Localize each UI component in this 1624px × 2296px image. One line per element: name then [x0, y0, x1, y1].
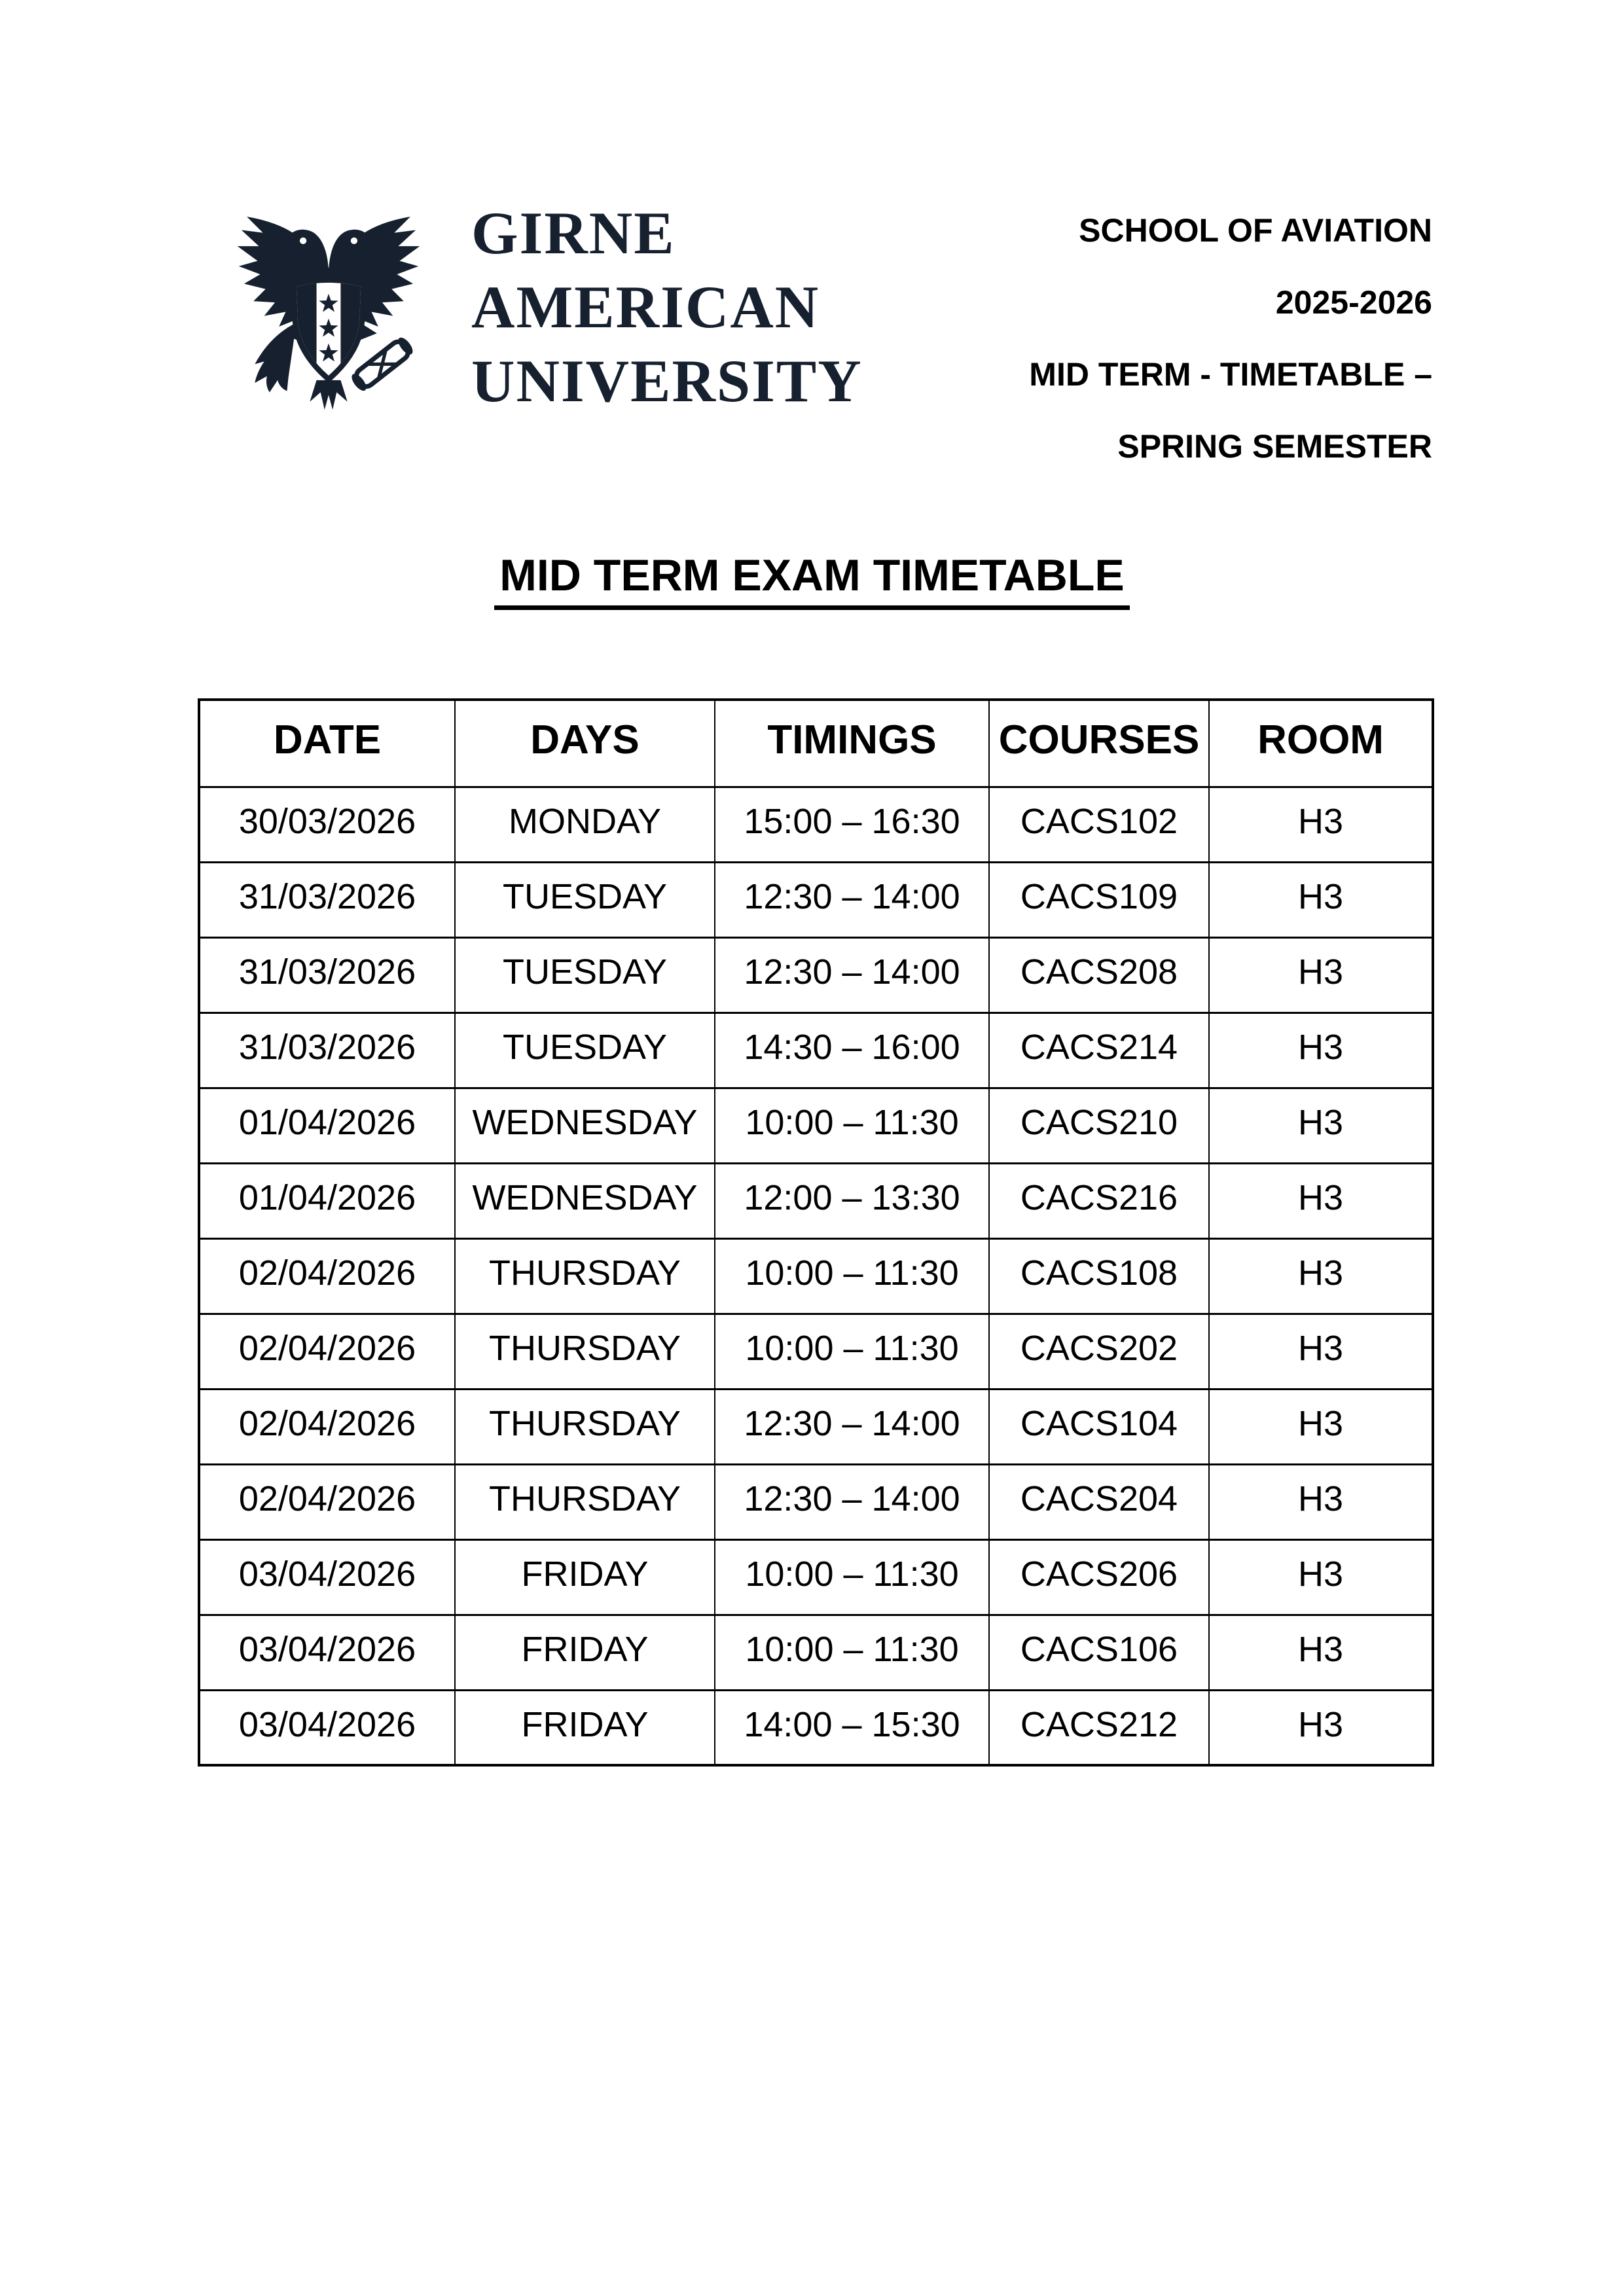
- table-row: [199, 1163, 1433, 1238]
- cell-room: H3: [1209, 1615, 1433, 1690]
- header-school-line: SCHOOL OF AVIATION: [1079, 212, 1432, 249]
- cell-day: FRIDAY: [455, 1615, 715, 1690]
- university-name-line: AMERICAN: [471, 274, 820, 340]
- cell-room: H3: [1209, 862, 1433, 937]
- header-semester-line: SPRING SEMESTER: [1117, 428, 1432, 465]
- header-term-line: MID TERM - TIMETABLE –: [1029, 356, 1432, 393]
- cell-date: 02/04/2026: [199, 1389, 455, 1464]
- university-name: [471, 196, 863, 418]
- cell-day: THURSDAY: [455, 1314, 715, 1389]
- cell-room: H3: [1209, 1314, 1433, 1389]
- cell-day: MONDAY: [455, 787, 715, 862]
- cell-date: 31/03/2026: [199, 862, 455, 937]
- cell-room: H3: [1209, 1389, 1433, 1464]
- cell-day: TUESDAY: [455, 862, 715, 937]
- table-row: [199, 1389, 1433, 1464]
- cell-course: CACS104: [989, 1389, 1209, 1464]
- cell-course: CACS214: [989, 1013, 1209, 1088]
- cell-course: CACS212: [989, 1690, 1209, 1765]
- cell-day: THURSDAY: [455, 1238, 715, 1314]
- cell-date: 02/04/2026: [199, 1238, 455, 1314]
- cell-timing: 12:30 – 14:00: [715, 1389, 989, 1464]
- cell-timing: 15:00 – 16:30: [715, 787, 989, 862]
- cell-room: H3: [1209, 1539, 1433, 1615]
- cell-timing: 12:30 – 14:00: [715, 862, 989, 937]
- cell-timing: 12:30 – 14:00: [715, 1464, 989, 1539]
- cell-course: CACS106: [989, 1615, 1209, 1690]
- table-row: [199, 1464, 1433, 1539]
- cell-day: THURSDAY: [455, 1389, 715, 1464]
- table-row: [199, 1314, 1433, 1389]
- cell-course: CACS109: [989, 862, 1209, 937]
- exam-timetable: [198, 698, 1434, 1767]
- cell-room: H3: [1209, 1163, 1433, 1238]
- cell-date: 03/04/2026: [199, 1539, 455, 1615]
- cell-day: WEDNESDAY: [455, 1088, 715, 1163]
- cell-course: CACS202: [989, 1314, 1209, 1389]
- cell-timing: 10:00 – 11:30: [715, 1539, 989, 1615]
- table-row: [199, 1615, 1433, 1690]
- table-row: [199, 862, 1433, 937]
- cell-timing: 10:00 – 11:30: [715, 1238, 989, 1314]
- cell-room: H3: [1209, 937, 1433, 1013]
- cell-timing: 12:00 – 13:30: [715, 1163, 989, 1238]
- cell-day: WEDNESDAY: [455, 1163, 715, 1238]
- column-header-days: DAYS: [455, 700, 715, 787]
- cell-day: TUESDAY: [455, 1013, 715, 1088]
- cell-course: CACS206: [989, 1539, 1209, 1615]
- cell-room: H3: [1209, 1238, 1433, 1314]
- document-header-info: [1029, 194, 1432, 482]
- cell-room: H3: [1209, 1464, 1433, 1539]
- column-header-courses: COURSES: [989, 700, 1209, 787]
- cell-room: H3: [1209, 1690, 1433, 1765]
- cell-date: 03/04/2026: [199, 1690, 455, 1765]
- cell-day: FRIDAY: [455, 1690, 715, 1765]
- cell-date: 03/04/2026: [199, 1615, 455, 1690]
- cell-timing: 14:00 – 15:30: [715, 1690, 989, 1765]
- cell-timing: 10:00 – 11:30: [715, 1314, 989, 1389]
- cell-date: 02/04/2026: [199, 1314, 455, 1389]
- cell-course: CACS210: [989, 1088, 1209, 1163]
- cell-course: CACS204: [989, 1464, 1209, 1539]
- table-header-row: [199, 700, 1433, 787]
- university-name-line: GIRNE: [471, 200, 676, 266]
- cell-timing: 12:30 – 14:00: [715, 937, 989, 1013]
- cell-date: 31/03/2026: [199, 1013, 455, 1088]
- cell-room: H3: [1209, 1088, 1433, 1163]
- cell-date: 02/04/2026: [199, 1464, 455, 1539]
- timetable-body: [199, 787, 1433, 1765]
- cell-course: CACS216: [989, 1163, 1209, 1238]
- cell-date: 01/04/2026: [199, 1088, 455, 1163]
- cell-course: CACS108: [989, 1238, 1209, 1314]
- cell-date: 01/04/2026: [199, 1163, 455, 1238]
- table-row: [199, 1013, 1433, 1088]
- cell-timing: 10:00 – 11:30: [715, 1615, 989, 1690]
- column-header-date: DATE: [199, 700, 455, 787]
- cell-day: FRIDAY: [455, 1539, 715, 1615]
- university-crest-logo: [221, 188, 436, 410]
- header-year-line: 2025-2026: [1275, 284, 1432, 321]
- table-row: [199, 1238, 1433, 1314]
- cell-day: TUESDAY: [455, 937, 715, 1013]
- cell-timing: 10:00 – 11:30: [715, 1088, 989, 1163]
- cell-course: CACS102: [989, 787, 1209, 862]
- column-header-timings: TIMINGS: [715, 700, 989, 787]
- table-row: [199, 937, 1433, 1013]
- table-row: [199, 787, 1433, 862]
- page-title: MID TERM EXAM TIMETABLE: [494, 553, 1129, 610]
- university-name-line: UNIVERSITY: [471, 348, 863, 414]
- title-container: [0, 550, 1624, 610]
- cell-room: H3: [1209, 787, 1433, 862]
- cell-timing: 14:30 – 16:00: [715, 1013, 989, 1088]
- table-row: [199, 1539, 1433, 1615]
- cell-day: THURSDAY: [455, 1464, 715, 1539]
- cell-date: 31/03/2026: [199, 937, 455, 1013]
- table-row: [199, 1690, 1433, 1765]
- column-header-room: ROOM: [1209, 700, 1433, 787]
- cell-room: H3: [1209, 1013, 1433, 1088]
- cell-date: 30/03/2026: [199, 787, 455, 862]
- table-row: [199, 1088, 1433, 1163]
- cell-course: CACS208: [989, 937, 1209, 1013]
